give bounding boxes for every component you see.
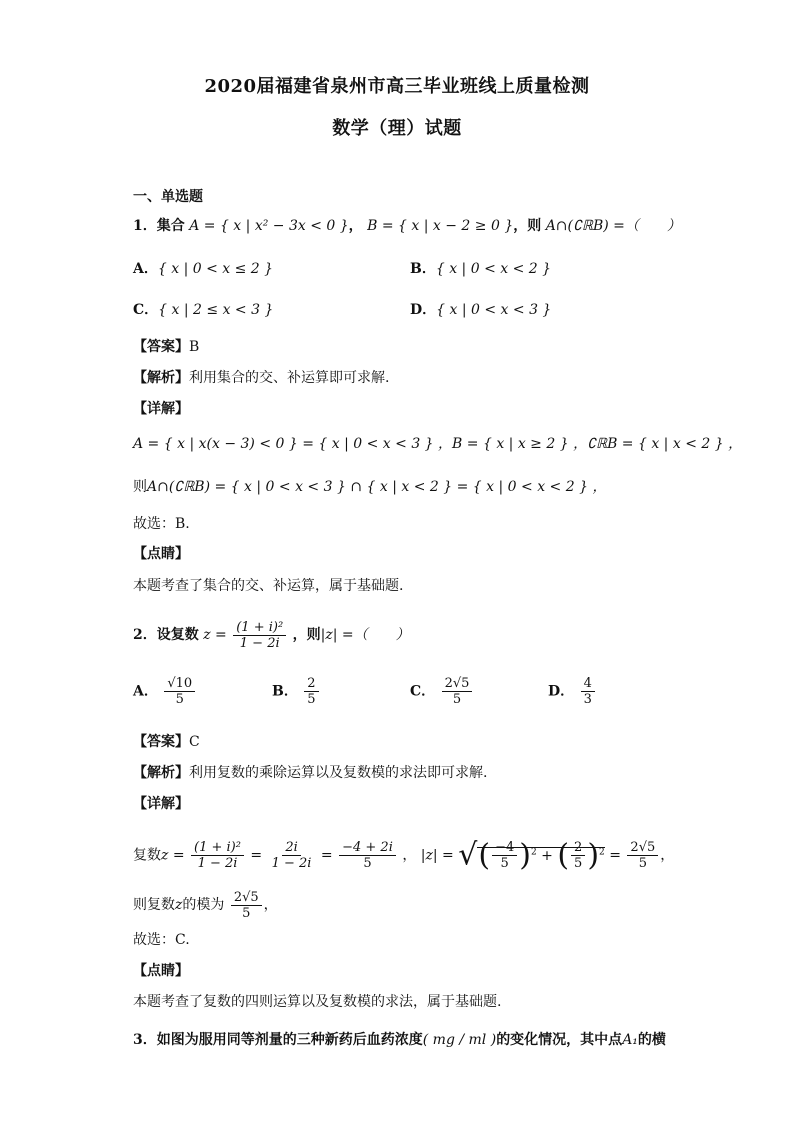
q2-ask: |z| =（ ） (320, 627, 410, 643)
q2-conclusion: 故选：C. (133, 932, 190, 948)
q2-detail-line (133, 832, 674, 876)
q1-analysis (133, 368, 389, 388)
q3-stem (133, 1030, 666, 1050)
q1-option-a-label: A． (133, 261, 158, 277)
q2-option-d (548, 676, 597, 707)
q1-set-a: A = { x | x² − 3x < 0 } (189, 218, 349, 234)
q2-option-c (410, 676, 474, 707)
q2-detail-frac3 (339, 840, 396, 871)
q2-stem (133, 618, 410, 652)
page-title: 2020届福建省泉州市高三毕业班线上质量检测 (204, 76, 590, 97)
q2-detail-pre: 复数 (133, 847, 161, 864)
q2-detail-eq1: = (250, 847, 263, 864)
q2-modulus-line (133, 888, 278, 922)
q1-detail-line2-pre: 则 (133, 479, 147, 495)
q2-option-a-num: √10 (164, 676, 195, 692)
q2-option-b-label: B． (272, 683, 298, 700)
q2-analysis (133, 763, 487, 783)
q2-option-b-num: 2 (304, 676, 318, 692)
q2-detail-plus: + (541, 847, 553, 864)
q1-ask: A∩(∁ℝB) =（ ） (545, 218, 681, 234)
q2-detail-frac2-num: 2i (282, 840, 300, 856)
q3-stem-pre: 如图为服用同等剂量的三种新药后血药浓度 (156, 1032, 423, 1048)
q2-option-c-label: C． (410, 683, 436, 700)
q1-option-b (410, 258, 551, 278)
q1-stem-pre: 集合 (156, 218, 185, 234)
q1-number: 1． (133, 218, 157, 234)
q1-answer-value: B (189, 339, 200, 355)
q2-analysis-text: 利用复数的乘除运算以及复数模的求法即可求解. (189, 765, 488, 781)
q1-detail-math1: A = { x | x(x − 3) < 0 } = { x | 0 < x < 3 } ，B = { x | x ≥ 2 } ，∁ℝB = { x | x < 2 } ， (133, 436, 743, 452)
q2-modulus-fraction (231, 890, 262, 921)
q2-z-fraction (233, 620, 286, 651)
q2-option-c-fraction (442, 676, 473, 707)
q2-comment: 本题考查了复数的四则运算以及复数模的求法，属于基础题. (133, 994, 502, 1010)
q2-z-lhs: z = (203, 627, 227, 643)
q2-detail-end: ， (660, 847, 675, 864)
q1-option-d (410, 299, 551, 319)
q1-option-b-text: { x | 0 < x < 2 } (435, 261, 552, 277)
q2-detail-eq2: = (320, 847, 333, 864)
q2-option-d-num: 4 (581, 676, 595, 692)
q2-option-d-fraction (581, 676, 595, 707)
q1-detail-line1 (133, 434, 742, 454)
q2-detail-p1-num: −4 (492, 840, 517, 856)
q2-z-numerator: (1 + i)² (233, 620, 286, 636)
q1-option-a-text: { x | 0 < x ≤ 2 } (157, 261, 274, 277)
q1-option-d-label: D． (410, 302, 437, 318)
q2-detail-p1 (492, 840, 517, 871)
q2-option-b-fraction (304, 676, 318, 707)
q2-modulus-end: ， (263, 897, 278, 913)
q2-modulus-num: 2√5 (231, 890, 262, 906)
q1-stem-mid: ， (348, 218, 363, 234)
q2-z-denominator: 1 − 2i (239, 635, 280, 651)
q1-analysis-label: 【解析】 (133, 370, 189, 386)
q2-option-c-den: 5 (452, 692, 462, 707)
q2-option-b-den: 5 (307, 692, 316, 707)
q1-option-c-label: C． (133, 302, 159, 318)
q1-analysis-text: 利用集合的交、补运算即可求解. (189, 370, 390, 386)
q2-option-d-label: D． (548, 683, 575, 700)
q1-option-b-label: B． (410, 261, 436, 277)
q2-modulus-pre: 则复数 (133, 897, 175, 913)
q2-detail-sep: ， (402, 847, 417, 864)
q1-ask-pre: ，则 (513, 218, 542, 234)
q3-unit: ( mg / ml ) (422, 1032, 497, 1048)
q1-detail-math2: A∩(∁ℝB) = { x | 0 < x < 3 } ∩ { x | x < 2 } = { x | 0 < x < 2 } ， (147, 479, 607, 495)
q2-option-a-label: A． (133, 683, 158, 700)
q2-modulus-mid: 的模为 (182, 897, 225, 913)
q1-option-a (133, 258, 273, 278)
q2-ask-pre: ，则 (292, 627, 321, 643)
q2-detail-frac1-den: 1 − 2i (197, 856, 238, 872)
q2-modulus-den: 5 (242, 905, 251, 921)
q3-stem-post: 的变化情况，其中点 (496, 1032, 623, 1048)
q2-detail-frac3-num: −4 + 2i (339, 840, 396, 856)
q2-detail-label: 【详解】 (133, 796, 189, 812)
q1-option-c-text: { x | 2 ≤ x < 3 } (158, 302, 274, 318)
q2-modulus-z: z (175, 897, 183, 913)
q2-detail-p2-den: 5 (574, 856, 583, 872)
q1-detail-label: 【详解】 (133, 401, 189, 417)
page-subtitle: 数学（理）试题 (332, 118, 462, 139)
q2-number: 2． (133, 627, 157, 643)
q2-answer-value: C (189, 734, 200, 750)
q2-detail-p2-num: 2 (571, 840, 585, 856)
q2-stem-pre: 设复数 (156, 627, 199, 643)
q2-detail-frac3-den: 5 (363, 856, 372, 872)
q1-set-b: B = { x | x − 2 ≥ 0 } (367, 218, 514, 234)
q2-option-c-num: 2√5 (442, 676, 473, 692)
q2-detail-frac2-den: 1 − 2i (271, 856, 312, 872)
q2-detail-radicand: ( $\frac{-4}{5}$ )$^2$ + ( $\frac{2}{5}$ )$^2$ (478, 837, 605, 873)
q2-detail-result-num: 2√5 (627, 840, 658, 856)
q2-option-a-den: 5 (175, 692, 184, 707)
q3-number: 3． (133, 1032, 157, 1048)
q1-answer-label: 【答案】 (133, 339, 189, 355)
q3-stem-end: 的横 (637, 1032, 666, 1048)
q1-comment: 本题考查了集合的交、补运算，属于基础题. (133, 578, 404, 594)
q1-option-c (133, 299, 273, 319)
q2-option-a (133, 676, 197, 707)
q2-detail-frac1 (191, 840, 244, 871)
q2-detail-result (627, 840, 658, 871)
q1-conclusion: 故选：B. (133, 516, 190, 532)
q1-answer (133, 337, 199, 357)
q2-option-d-den: 3 (583, 692, 592, 707)
q3-point: A₁ (622, 1032, 638, 1048)
q2-detail-mod: |z| = (420, 847, 454, 864)
sqrt-radical-icon: √ (458, 837, 478, 873)
q1-stem (133, 216, 681, 236)
q2-detail-frac1-num: (1 + i)² (191, 840, 244, 856)
q2-option-b (272, 676, 321, 707)
q2-detail-frac2 (269, 840, 315, 871)
q1-comment-label: 【点睛】 (133, 546, 189, 562)
q1-option-d-text: { x | 0 < x < 3 } (436, 302, 552, 318)
q2-comment-label: 【点睛】 (133, 963, 189, 979)
q2-option-a-fraction (164, 676, 195, 707)
q2-detail-z: z = (161, 847, 185, 864)
q2-analysis-label: 【解析】 (133, 765, 189, 781)
q2-detail-result-den: 5 (638, 856, 647, 872)
q2-detail-eq3: = (609, 847, 621, 864)
q1-detail-line2 (133, 477, 606, 497)
q2-detail-p1-den: 5 (500, 856, 509, 872)
q2-answer-label: 【答案】 (133, 734, 189, 750)
section-heading: 一、单选题 (133, 189, 203, 205)
q2-detail-p2 (571, 840, 585, 871)
q2-answer (133, 732, 200, 752)
